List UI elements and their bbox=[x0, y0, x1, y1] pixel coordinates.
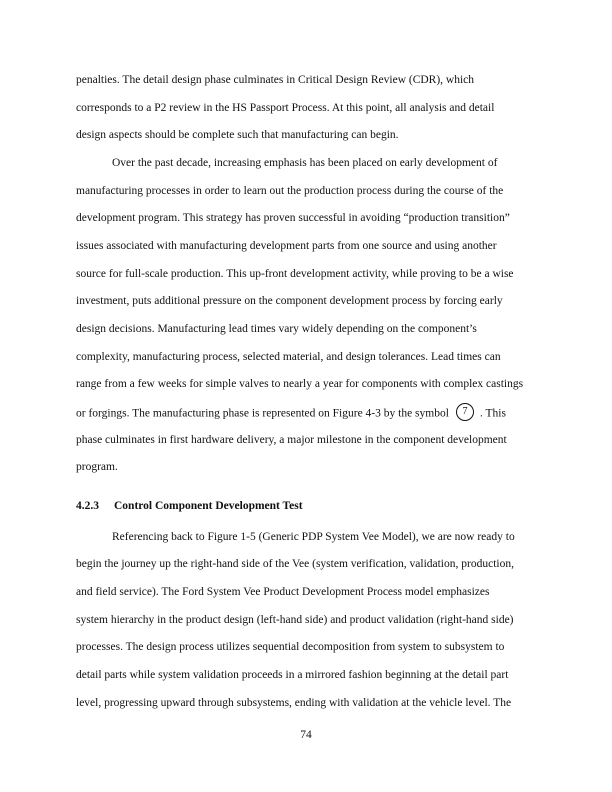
body-text-line: Over the past decade, increasing emphasis has been placed on early development of bbox=[112, 157, 498, 169]
symbol-line-before: or forgings. The manufacturing phase is represented on Figure 4-3 by the symbol bbox=[76, 407, 449, 420]
body-text-line: system hierarchy in the product design (left-hand side) and product validation (right-hand side) bbox=[76, 614, 514, 626]
body-text-line: corresponds to a P2 review in the HS Passport Process. At this point, all analysis and detail bbox=[76, 102, 495, 114]
body-text-line: detail parts while system validation proceeds in a mirrored fashion beginning at the detail part bbox=[76, 669, 509, 681]
body-text-line: issues associated with manufacturing development parts from one source and using another bbox=[76, 240, 497, 252]
body-text-line: begin the journey up the right-hand side of the Vee (system verification, validation, production, bbox=[76, 558, 514, 570]
section-number: 4.2.3 bbox=[76, 500, 99, 512]
body-text-line: source for full-scale production. This up-front development activity, while proving to be a wise bbox=[76, 268, 514, 280]
section-title: Control Component Development Test bbox=[114, 500, 303, 512]
circled-number-symbol: 7 bbox=[456, 403, 474, 421]
body-text-line: processes. The design process utilizes sequential decomposition from system to subsystem to bbox=[76, 641, 505, 653]
section-heading bbox=[76, 499, 303, 513]
page-number: 74 bbox=[300, 729, 312, 741]
body-text-line: development program. This strategy has proven successful in avoiding “production transition” bbox=[76, 212, 510, 224]
body-text-line: investment, puts additional pressure on the component development process by forcing early bbox=[76, 295, 503, 307]
body-text-line: range from a few weeks for simple valves to nearly a year for components with complex castings bbox=[76, 378, 524, 390]
body-text-line: Referencing back to Figure 1-5 (Generic PDP System Vee Model), we are now ready to bbox=[112, 531, 515, 543]
body-text-line: design decisions. Manufacturing lead times vary widely depending on the component’s bbox=[76, 323, 477, 335]
symbol-line-after: . This bbox=[479, 407, 506, 420]
body-text-line: complexity, manufacturing process, selected material, and design tolerances. Lead times can bbox=[76, 351, 501, 363]
body-text-line: level, progressing upward through subsystems, ending with validation at the vehicle level. The bbox=[76, 697, 512, 709]
body-text-line: phase culminates in first hardware delivery, a major milestone in the component development bbox=[76, 434, 507, 446]
body-text-line-with-symbol bbox=[76, 405, 506, 423]
body-text-line: and field service). The Ford System Vee Product Development Process model emphasizes bbox=[76, 586, 490, 598]
body-text-line: program. bbox=[76, 461, 118, 473]
body-text-line: manufacturing processes in order to learn out the production process during the course of the bbox=[76, 185, 504, 197]
body-text-line: design aspects should be complete such that manufacturing can begin. bbox=[76, 129, 399, 141]
body-text-line: penalties. The detail design phase culminates in Critical Design Review (CDR), which bbox=[76, 74, 475, 86]
